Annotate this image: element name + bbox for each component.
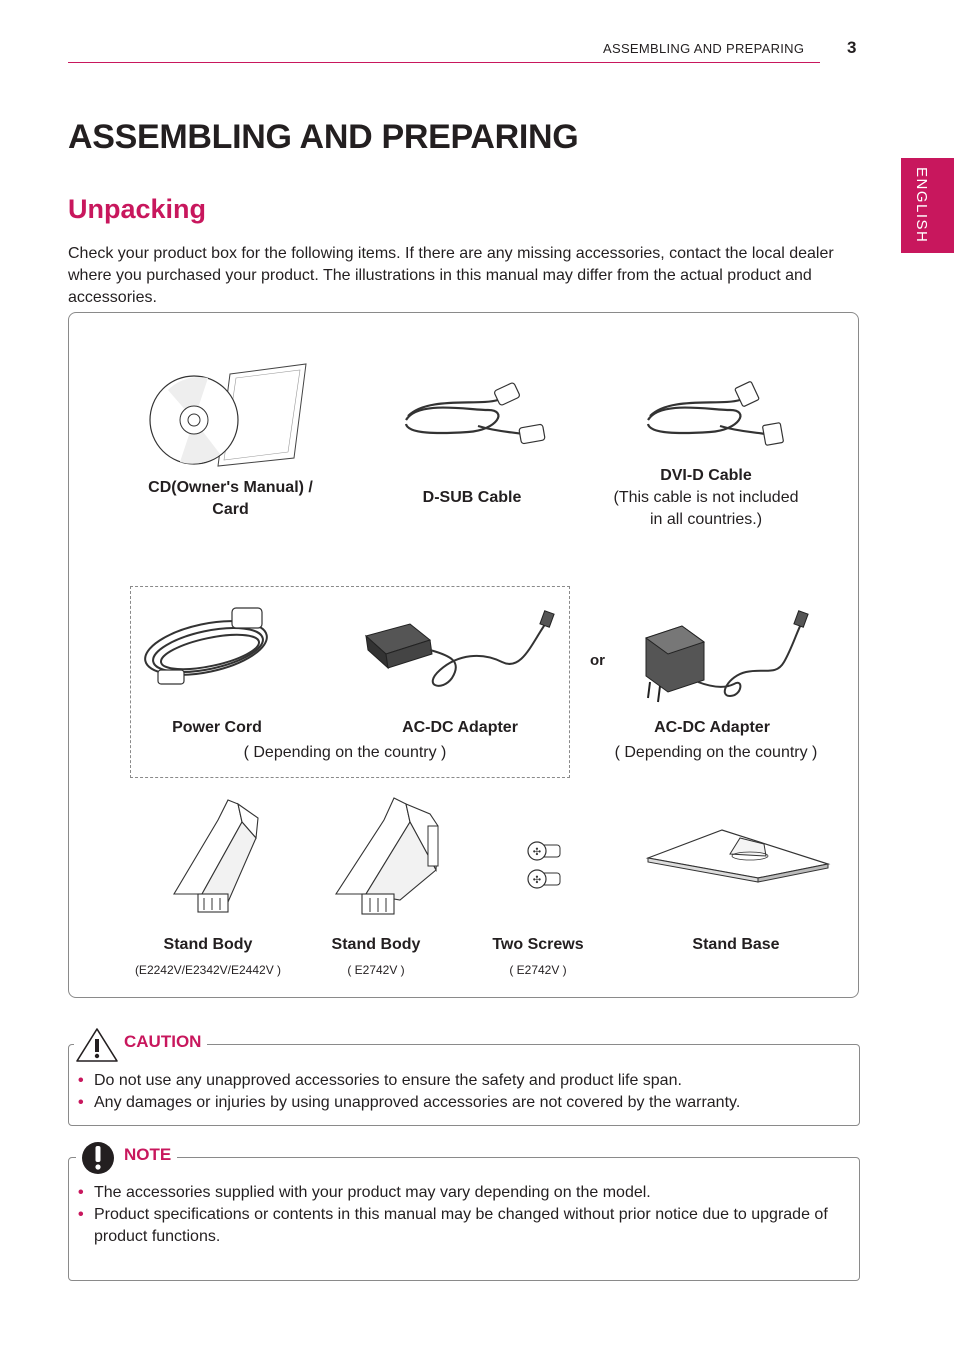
note-item: • Product specifications or contents in this manual may be changed without prior notice due to upgrade of product functions. <box>78 1206 828 1245</box>
note-item-text: The accessories supplied with your product may vary depending on the model. <box>94 1184 651 1201</box>
caution-title: CAUTION <box>118 1032 207 1051</box>
caution-item-text: Do not use any unapproved accessories to ensure the safety and product life span. <box>94 1072 682 1089</box>
caution-list <box>68 1070 848 1114</box>
adapter2-country-note: ( Depending on the country ) <box>614 744 818 761</box>
note-item-text: Product specifications or contents in this manual may be changed without prior notice due to upgrade of product functions. <box>94 1206 828 1245</box>
cd-card-illustration <box>148 362 308 472</box>
stand-body1-illustration <box>168 798 264 920</box>
running-header: ASSEMBLING AND PREPARING <box>603 41 805 56</box>
language-tab <box>901 158 954 253</box>
stand-body1-models: (E2242V/E2342V/E2442V ) <box>134 963 282 977</box>
caution-item-text: Any damages or injuries by using unapproved accessories are not covered by the warranty. <box>94 1094 741 1111</box>
adapter1-country-note: ( Depending on the country ) <box>243 744 447 761</box>
stand-body2-models: ( E2742V ) <box>347 963 405 977</box>
adapter-wall-illustration <box>634 612 814 708</box>
page-title: ASSEMBLING AND PREPARING <box>68 118 579 156</box>
stand-base-label: Stand Base <box>692 936 780 953</box>
dsub-cable-illustration <box>398 380 548 452</box>
note-title: NOTE <box>118 1145 177 1164</box>
stand-base-illustration <box>646 826 832 886</box>
power-cord-illustration <box>136 604 280 688</box>
svg-text:✣: ✣ <box>532 875 542 886</box>
stand-body2-label: Stand Body <box>331 936 421 953</box>
dvi-note: (This cable is not included in all countries.) <box>613 489 799 528</box>
page-number: 3 <box>847 38 857 57</box>
exclamation-circle-icon <box>76 1138 120 1178</box>
dvi-cable-illustration <box>640 380 790 452</box>
or-separator: or <box>590 652 605 669</box>
header-rule <box>68 62 820 63</box>
svg-text:✣: ✣ <box>532 847 542 858</box>
adapter2-label: AC-DC Adapter <box>654 719 770 736</box>
caution-title-wrap <box>118 1032 218 1052</box>
adapter1-label: AC-DC Adapter <box>402 719 518 736</box>
caution-item: • Do not use any unapproved accessories to ensure the safety and product life span. <box>78 1072 682 1089</box>
note-title-wrap <box>118 1145 188 1165</box>
dsub-label: D-SUB Cable <box>422 489 522 506</box>
note-list <box>68 1182 848 1248</box>
dvi-label: DVI-D Cable <box>660 467 752 484</box>
section-heading: Unpacking <box>68 194 207 224</box>
screws-label: Two Screws <box>492 936 584 953</box>
caution-item: • Any damages or injuries by using unapproved accessories are not covered by the warranty. <box>78 1094 741 1111</box>
intro-paragraph: Check your product box for the following items. If there are any missing accessories, contact the local dealer where you purchased your product. The illustrations in this manual may differ from the actual product and accessories. <box>68 245 834 306</box>
stand-body2-illustration <box>330 796 440 920</box>
two-screws-illustration <box>526 840 566 896</box>
power-cord-label: Power Cord <box>172 719 262 736</box>
cd-label: CD(Owner's Manual) / Card <box>148 479 313 518</box>
language-tab-label: ENGLISH <box>913 167 930 244</box>
stand-body1-label: Stand Body <box>163 936 253 953</box>
screws-models: ( E2742V ) <box>509 963 567 977</box>
warning-triangle-icon <box>74 1025 120 1063</box>
adapter-brick-illustration <box>362 612 558 692</box>
note-item: • The accessories supplied with your product may vary depending on the model. <box>78 1184 651 1201</box>
